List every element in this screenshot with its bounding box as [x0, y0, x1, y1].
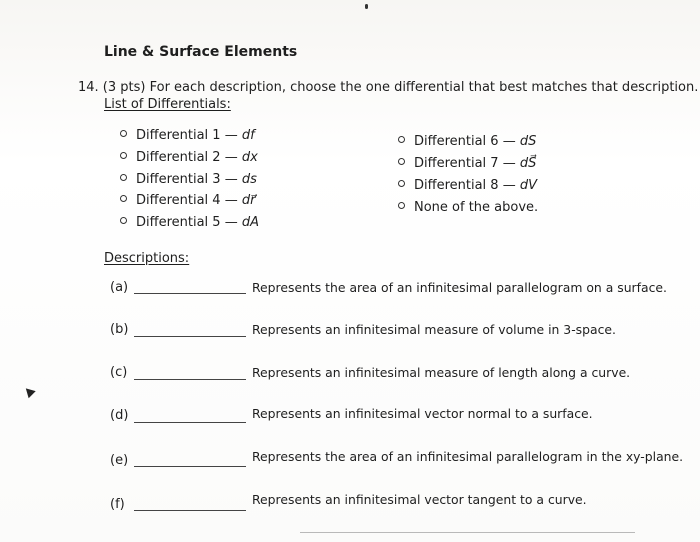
description-text: Represents an infinitesimal vector tangent to a curve.	[252, 492, 587, 507]
description-letter: (c)	[110, 365, 128, 380]
bullet-icon	[120, 152, 127, 159]
description-text: Represents the area of an infinitesimal parallelogram in the xy-plane.	[252, 449, 684, 464]
question-text: 14. (3 pts) For each description, choose the one differential that best matches that description.	[78, 80, 699, 95]
differential-item: Differential 6 — dS	[398, 134, 536, 149]
answer-blank[interactable]	[134, 378, 246, 380]
differential-item: Differential 5 — dA	[120, 215, 259, 230]
descriptions-heading: Descriptions:	[104, 251, 190, 266]
description-letter: (b)	[110, 322, 129, 337]
differential-item: Differential 1 — df	[120, 128, 255, 143]
differential-item: None of the above.	[398, 200, 538, 215]
description-text: Represents an infinitesimal measure of length along a curve.	[252, 365, 631, 380]
mouse-pointer-icon	[22, 385, 35, 398]
bullet-icon	[398, 158, 405, 165]
description-letter: (d)	[110, 408, 129, 423]
bullet-icon	[120, 217, 127, 224]
ink-dot	[365, 4, 368, 9]
differential-item: Differential 7 — dS⃗	[398, 156, 536, 171]
list-heading: List of Differentials:	[104, 97, 231, 112]
answer-blank[interactable]	[134, 335, 246, 337]
bullet-icon	[120, 174, 127, 181]
answer-blank[interactable]	[134, 421, 246, 423]
answer-blank[interactable]	[134, 509, 246, 511]
description-letter: (e)	[110, 453, 129, 468]
answer-blank[interactable]	[134, 465, 246, 467]
description-letter: (f)	[110, 497, 125, 512]
description-letter: (a)	[110, 280, 129, 295]
description-text: Represents an infinitesimal measure of volume in 3-space.	[252, 322, 616, 337]
differential-item: Differential 2 — dx	[120, 150, 258, 165]
differential-item: Differential 8 — dV	[398, 178, 537, 193]
differential-item: Differential 3 — ds	[120, 172, 257, 187]
description-text: Represents the area of an infinitesimal parallelogram on a surface.	[252, 280, 667, 295]
bullet-icon	[120, 195, 127, 202]
page-rule	[300, 532, 635, 533]
bullet-icon	[398, 180, 405, 187]
answer-blank[interactable]	[134, 292, 246, 294]
bullet-icon	[398, 202, 405, 209]
description-text: Represents an infinitesimal vector normal to a surface.	[252, 406, 593, 421]
section-title: Line & Surface Elements	[104, 44, 298, 60]
bullet-icon	[120, 130, 127, 137]
bullet-icon	[398, 136, 405, 143]
differential-item: Differential 4 — dr⃗	[120, 193, 255, 208]
